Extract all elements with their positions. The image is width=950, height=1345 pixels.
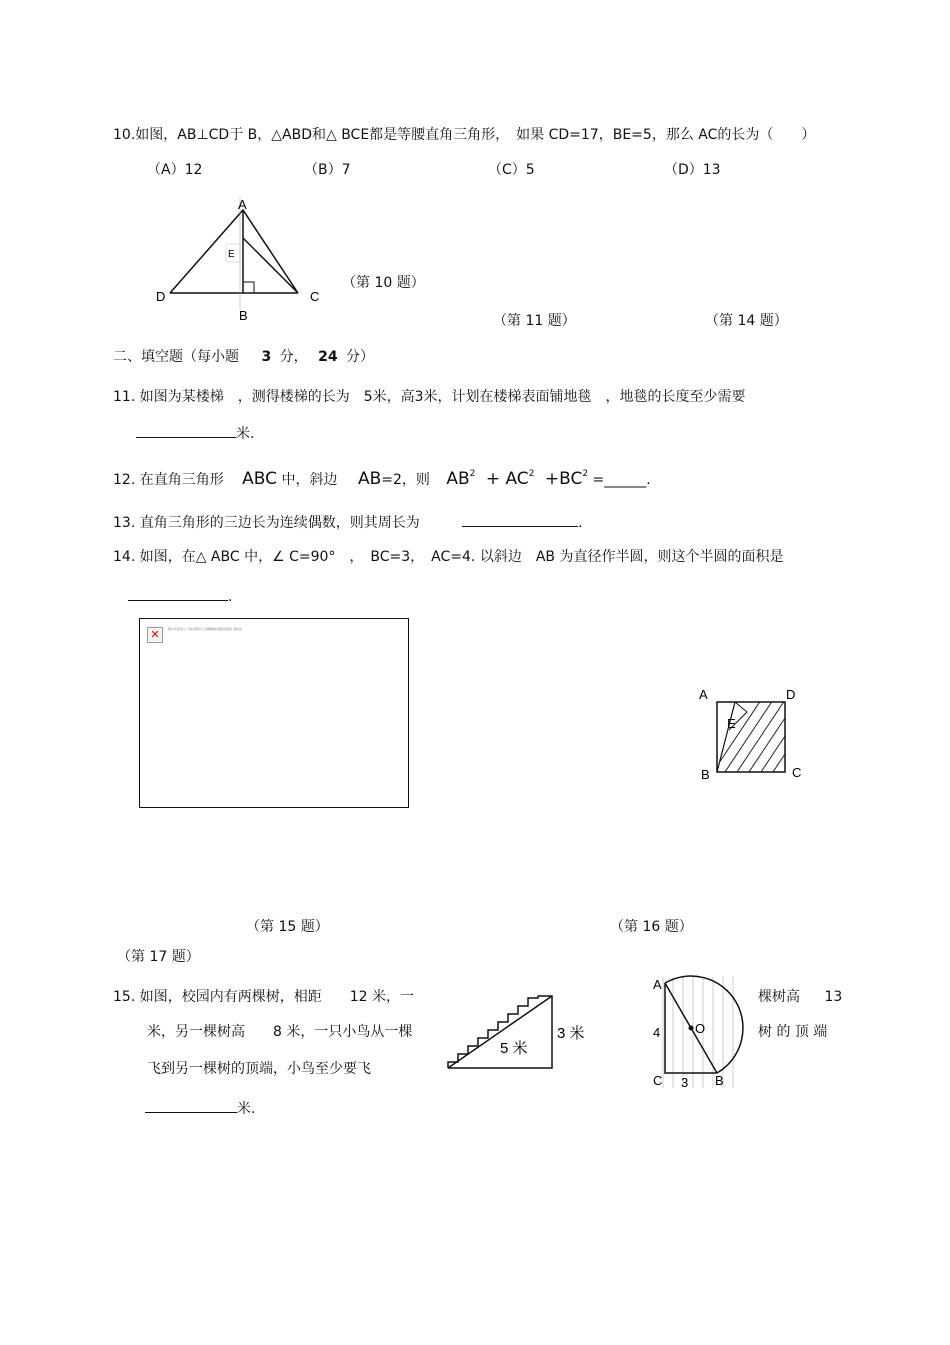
q17-caption: （第 17 题） (117, 949, 200, 965)
q12-prefix: 12. 在直角三角形 (113, 472, 224, 488)
q11-unit: 米. (236, 426, 255, 442)
q11-caption: （第 11 题） (493, 313, 576, 329)
q14-blank (128, 588, 228, 601)
q13-end: . (578, 515, 583, 531)
q12-term-bc: +BC (544, 469, 583, 489)
q15-right2: 树 的 顶 端 (758, 1024, 828, 1040)
semicircle-label-o: O (695, 1021, 706, 1036)
q11-text: 11. 如图为某楼梯 ，测得楼梯的长为 5米，高3米，计划在楼梯表面铺地毯 ，地毯的长度至少需要 (113, 389, 746, 405)
q12-abc: ABC (242, 469, 278, 489)
section-points-total: 24 (318, 349, 338, 365)
q10-label-a: A (238, 197, 247, 212)
semicircle-label-a: A (653, 977, 662, 992)
q12-term-ab: AB (446, 469, 470, 489)
q14-answer (128, 588, 232, 604)
section-points-each: 3 (261, 349, 272, 365)
q10-option-a: （A）12 (147, 162, 203, 178)
q10-option-c: （C）5 (488, 162, 535, 178)
semicircle-label-ac: 4 (653, 1025, 661, 1040)
q12-sup-2: 2 (528, 469, 535, 479)
broken-image-icon: ✕ (147, 627, 163, 643)
broken-image-frame (139, 618, 409, 808)
section-points-unit: 分， (279, 349, 308, 365)
q10-label-e: E (228, 249, 235, 260)
q13-line (113, 514, 583, 530)
square-label-a: A (699, 687, 708, 702)
q14-text: 14. 如图，在△ ABC 中，∠ C=90° ， BC=3， AC=4. 以斜边 AB 为直径作半圆，则这个半圆的面积是 (113, 549, 784, 565)
q11-blank (136, 425, 236, 438)
square-figure (695, 684, 810, 784)
q10-option-d: （D）13 (664, 162, 721, 178)
q10-label-b: B (239, 308, 248, 323)
q10-label-c: C (310, 289, 320, 304)
semicircle-figure (645, 975, 750, 1090)
q12-sup-1: 2 (469, 469, 476, 479)
semicircle-label-cb: 3 (681, 1075, 689, 1090)
q12-term-ac: + AC (485, 469, 529, 489)
q11-answer (136, 425, 254, 441)
q15-answer (145, 1100, 255, 1116)
square-label-c: C (792, 765, 802, 780)
q12-sup-3: 2 (582, 469, 589, 479)
q10-option-b: （B）7 (304, 162, 351, 178)
q15-caption: （第 15 题） (246, 919, 329, 935)
square-label-d: D (786, 687, 796, 702)
q10-label-d: D (156, 289, 166, 304)
q15-line1: 15. 如图，校园内有两棵树，相距 12 米，一 (113, 989, 414, 1005)
stairs-figure (440, 988, 595, 1073)
q12-ab: AB (357, 469, 382, 489)
q14-end: . (228, 589, 233, 605)
q15-right1 (758, 990, 842, 1004)
q12-line (113, 470, 651, 488)
stairs-length-label: 5 米 (500, 1040, 528, 1057)
q15-blank (145, 1100, 237, 1113)
q15-unit: 米. (237, 1101, 256, 1117)
square-label-e: E (727, 716, 736, 731)
q13-text: 13. 直角三角形的三边长为连续偶数，则其周长为 (113, 515, 420, 531)
q10-text: 10.如图，AB⊥CD于 B，△ABD和△ BCE都是等腰直角三角形， 如果 CD=17，BE=5，那么 AC的长为（ ） (113, 127, 816, 143)
q14-caption: （第 14 题） (705, 313, 788, 329)
section-heading (113, 350, 374, 364)
q15-line2: 米，另一棵树高 8 米，一只小鸟从一棵 (147, 1024, 413, 1040)
q12-mid: 中，斜边 (281, 472, 338, 488)
q12-eq: =2，则 (381, 472, 430, 488)
q15-right1-a: 棵树高 (758, 989, 800, 1005)
stairs-height-label: 3 米 (557, 1025, 585, 1042)
q12-end: =______. (592, 472, 651, 488)
semicircle-label-c: C (653, 1073, 663, 1088)
q15-line3: 飞到另一棵树的顶端，小鸟至少要飞 (147, 1061, 371, 1077)
q10-caption: （第 10 题） (342, 275, 425, 291)
broken-image-caption: 图片未能显示 可能是图片已被删除或者路径错误 请检查 (168, 627, 242, 631)
semicircle-label-b: B (715, 1073, 724, 1088)
q16-caption: （第 16 题） (610, 919, 693, 935)
q15-right1-b: 13 (824, 989, 843, 1005)
square-label-b: B (701, 767, 710, 782)
q10-figure (150, 190, 330, 330)
section-points-end: 分） (346, 349, 375, 365)
q13-blank (462, 514, 578, 527)
section-heading-text: 二、填空题（每小题 (113, 349, 239, 365)
